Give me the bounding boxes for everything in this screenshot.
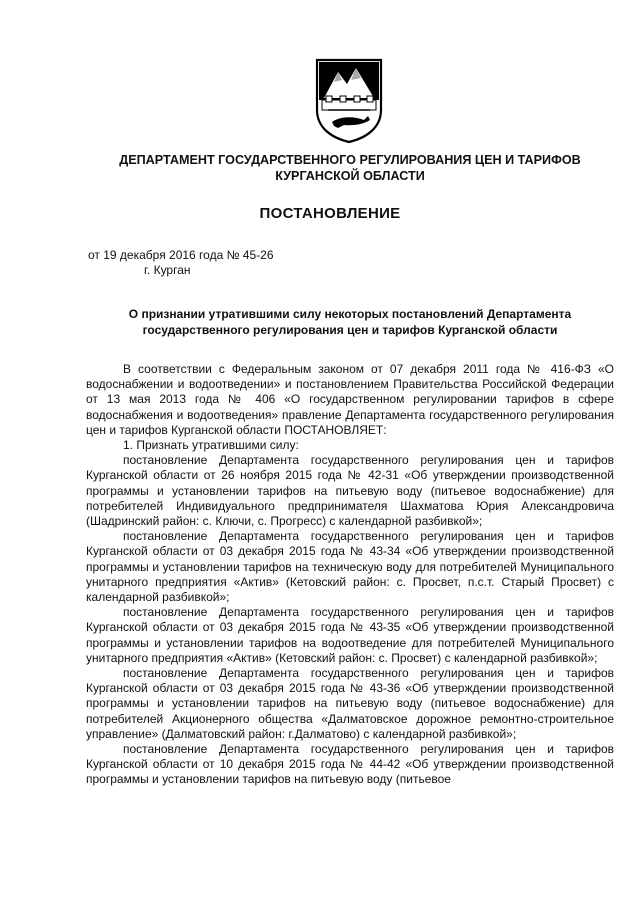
list-item: постановление Департамента государственного регулирования цен и тарифов Курганской области от 03 декабря 2015 года № 43-36 «Об утверждении производственной программы и установлении тарифов на питьевую воду (питьевое водоснабжение) для потребителей Акционерного общества «Далматовское дорожное ремонтно-строительное управление» (Далматовский район: г.Далматово) с календарной разбивкой»; bbox=[86, 666, 614, 741]
department-line-2: КУРГАНСКОЙ ОБЛАСТИ bbox=[275, 169, 425, 183]
list-item: постановление Департамента государственного регулирования цен и тарифов Курганской области от 10 декабря 2015 года № 44-42 «Об утверждении производственной программы и установлении тарифов на питьевую воду (питьевое bbox=[86, 742, 614, 787]
list-item: постановление Департамента государственного регулирования цен и тарифов Курганской области от 26 ноября 2015 года № 42-31 «Об утверждении производственной программы и установлении тарифов на питьевую воду (питьевое водоснабжение) для потребителей Индивидуального предпринимателя Шахматова Юрия Александровича (Шадринский район: с. Ключи, с. Прогресс) с календарной разбивкой»; bbox=[86, 453, 614, 529]
preamble-paragraph: В соответствии с Федеральным законом от 07 декабря 2011 года № 416-ФЗ «О водоснабжении и водоотведении» и постановлением Правительства Российской Федерации от 13 мая 2013 года № 406 «О государственном регулировании тарифов в сфере водоснабжения и водоотведения» правление Департамента государственного регулирования цен и тарифов Курганской области ПОСТАНОВЛЯЕТ: bbox=[86, 362, 614, 437]
point-1-paragraph: 1. Признать утратившими силу: bbox=[123, 438, 299, 453]
list-item: постановление Департамента государственного регулирования цен и тарифов Курганской области от 03 декабря 2015 года № 43-35 «Об утверждении производственной программы и установлении тарифов на водоотведение для потребителей Муниципального унитарного предприятия «Актив» (Кетовский район: с. Просвет) с календарной разбивкой»; bbox=[86, 605, 614, 665]
document-date: от 19 декабря 2016 года № 45-26 bbox=[88, 248, 274, 262]
document-city: г. Курган bbox=[144, 263, 191, 277]
subject-line-2: государственного регулирования цен и тарифов Курганской области bbox=[142, 323, 558, 337]
document-body bbox=[86, 362, 614, 788]
coat-of-arms-icon bbox=[314, 58, 384, 144]
department-heading bbox=[30, 152, 640, 184]
document-type-title: ПОСТАНОВЛЕНИЕ bbox=[259, 205, 401, 222]
document-subject bbox=[100, 306, 600, 338]
department-line-1: ДЕПАРТАМЕНТ ГОСУДАРСТВЕННОГО РЕГУЛИРОВАНИЯ ЦЕН И ТАРИФОВ bbox=[119, 153, 581, 167]
document-date-block bbox=[88, 248, 274, 278]
subject-line-1: О признании утратившими силу некоторых постановлений Департамента bbox=[128, 307, 572, 321]
list-item: постановление Департамента государственного регулирования цен и тарифов Курганской области от 03 декабря 2015 года № 43-34 «Об утверждении производственной программы и установлении тарифов на техническую воду для потребителей Муниципального унитарного предприятия «Актив» (Кетовский район: с. Просвет, п.с.т. Старый Просвет) с календарной разбивкой»; bbox=[86, 529, 614, 605]
